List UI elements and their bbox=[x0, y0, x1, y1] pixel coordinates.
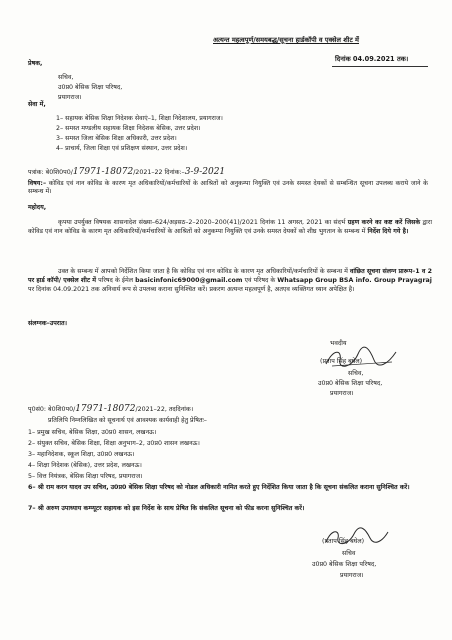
deadline-underline bbox=[332, 66, 428, 67]
body-paragraph-1: कृपया उपर्युक्त विषयक शासनादेश संख्या–624/अड़सठ–2–2020–200(41)/2021 दिनांक 11 अगस्त, 2021 का संदर्भ ग्रहण करने का कष्ट करें जिसके द्वारा कोविड एवं नान कोविड के कारण मृत अधिकारियों/कर्मचारियों के आश्रितों को अनुकम्पा नियुक्ति एवं उनके समस्त देयकों को शीघ्र भुगतान के सम्बन्ध में निर्देश दिये गये है। bbox=[28, 219, 432, 235]
ref-mid: /2021–22 दिनांक:– bbox=[133, 169, 185, 176]
recipient-item: 2– समस्त मण्डलीय सहायक शिक्षा निदेशक बेसिक, उत्तर प्रदेश। bbox=[56, 125, 201, 132]
sender-line3: प्रयागराज। bbox=[58, 94, 82, 101]
recipient-item: 4– प्राचार्य, जिला शिक्षा एवं प्रशिक्षण संस्थान, उत्तर प्रदेश। bbox=[56, 145, 188, 152]
recipient-item: 1– सहायक बेसिक शिक्षा निदेशक सेवाएं–1, शिक्षा निदेशालय, प्रयागराज। bbox=[56, 115, 223, 122]
recipients-label: सेवा में, bbox=[28, 101, 46, 108]
copy-ref-number: 17971-18072 bbox=[75, 404, 136, 414]
ref-date: 3-9-2021 bbox=[184, 167, 226, 177]
closing: भवदीय bbox=[330, 340, 347, 347]
sender-line2: उ0प्र0 बेसिक शिक्षा परिषद, bbox=[58, 84, 123, 91]
letter-reference bbox=[28, 167, 225, 178]
copy-item: 2– संयुक्त सचिव, बेसिक शिक्षा, शिक्षा अनुभाग–2, उ0प्र0 शासन लखनऊ। bbox=[28, 440, 200, 447]
copy-item: 1– प्रमुख सचिव, बेसिक शिक्षा, उ0प्र0 शासन, लखनऊ। bbox=[28, 429, 157, 436]
copy-item: 5– वित्त नियंत्रक, बेसिक शिक्षा परिषद, प्रयागराज। bbox=[28, 473, 143, 480]
copy-reference: पृ0सं0: बे0शि0प0/17971-18072/2021–22, तददिनांक। bbox=[28, 404, 194, 414]
sender-label: प्रेषक, bbox=[28, 60, 43, 67]
signatory-place: प्रयागराज। bbox=[340, 572, 364, 579]
signatory-office: उ0प्र0 बेसिक शिक्षा परिषद, bbox=[312, 561, 377, 568]
email-address: basicinfonic69000@gmail.com bbox=[135, 276, 243, 284]
signatory-place: प्रयागराज। bbox=[330, 390, 354, 397]
highlight-text: ग्रहण करने का कष्ट करें जिसके bbox=[347, 219, 421, 226]
subject-text: कोविड एवं नान कोविड के कारण मृत अधिकारियों/कर्मचारियों के आश्रितों को अनुकम्पा नियुक्ति एवं उनके समस्त देयकों से सम्बन्धित सूचना उपलब्ध कराये जाने के सम्बन्ध में। bbox=[28, 180, 428, 195]
copy-item-6: 6– श्री राम करन यादव उप सचिव, उ0प्र0 बेसिक शिक्षा परिषद को नोडल अधिकारी नामित करते हुए निर्देशित किया जाता है कि सूचना संकलित कराना सुनिश्चित करें। bbox=[28, 484, 410, 491]
copy-item-7: 7– श्री अरुण उपाध्याय कम्प्यूटर सहायक को इस निर्देश के साथ प्रेषित कि संकलित सूचना को फीड करना सुनिश्चित करें। bbox=[28, 505, 305, 512]
signatory-title: सचिव bbox=[342, 550, 356, 557]
deadline-header: दिनांक 04.09.2021 तक। bbox=[335, 55, 409, 63]
highlight-text: निर्देश दिये गये है। bbox=[367, 227, 409, 235]
whatsapp-group: Whatsapp Group BSA info. Group Prayagraj bbox=[277, 276, 432, 284]
signatory-name: (प्रताप सिंह बघेल) bbox=[320, 358, 363, 365]
recipient-item: 3– समस्त जिला बेसिक शिक्षा अधिकारी, उत्तर प्रदेश। bbox=[56, 135, 177, 142]
signatory-title: सचिव, bbox=[348, 370, 364, 377]
salutation: महोदय, bbox=[28, 204, 47, 211]
copy-intro: प्रतिलिपि निम्नलिखित को सूचनार्थ एवं आवश्यक कार्यवाही हेतु प्रेषितः– bbox=[48, 417, 207, 424]
subject bbox=[28, 180, 428, 196]
sender-line1: सचिव, bbox=[58, 74, 74, 81]
copy-item: 3– महानिदेशक, स्कूल शिक्षा, उ0प्र0 लखनऊ। bbox=[28, 451, 135, 458]
body-paragraph-2: उक्त के सम्बन्ध में आपको निर्देशित किया जाता है कि कोविड एवं नान कोविड के कारण मृत अधिकारियों/कर्मचारियों के सम्बन्ध में वांछित सूचना संलग्न प्रारूप–1 व 2 पर हार्ड कॉपी/ एक्सेल शीट में परिषद के ईमेल basicinfonic69000@gmail.com एवं परिषद के Whatsapp Group BSA info. Group Prayagraj पर दिनांक 04.09.2021 तक अनिवार्य रूप से उपलब्ध कराना सुनिश्चित करें। प्रकरण अत्यन्त महत्वपूर्ण है, अतएव व्यक्तिगत ध्यान अपेक्षित है। bbox=[28, 268, 432, 293]
signatory-name: (प्रताप सिंह बघेल) bbox=[322, 538, 365, 545]
highlight-text: वांछित सूचना संलग्न प्रारूप–1 व 2 पर हार्ड कॉपी/ एक्सेल शीट में bbox=[28, 268, 432, 284]
ref-number: 17971-18072 bbox=[72, 167, 134, 177]
ref-prefix: पत्रांक: बे0शि0प0/ bbox=[28, 169, 73, 176]
urgent-header: अत्यन्त महत्वपूर्ण/समयबद्ध/सूचना हार्डकॉपी व एक्सेल शीट में bbox=[213, 36, 360, 44]
signatory-office: उ0प्र0 बेसिक शिक्षा परिषद, bbox=[318, 380, 383, 387]
subject-label: विषय:– bbox=[28, 180, 47, 187]
copy-item: 4– शिक्षा निदेशक (बेसिक), उत्तर प्रदेश, लखनऊ। bbox=[28, 462, 142, 469]
enclosure-note: संलग्नक–उपरात। bbox=[28, 320, 67, 327]
